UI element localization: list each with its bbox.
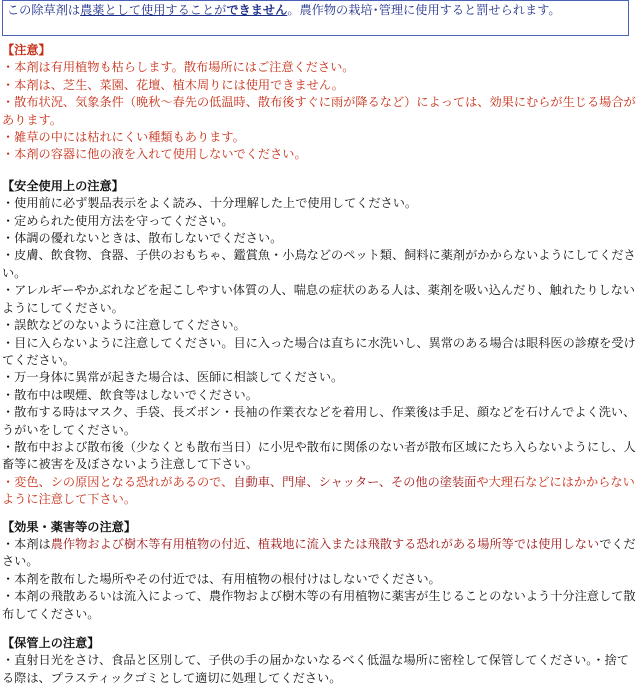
storage-heading: 【保管上の注意】	[2, 636, 100, 650]
caution-item: ・本剤の容器に他の液を入れて使用しないでください。	[2, 147, 307, 162]
safety-item: ・誤飲などのないように注意してください。	[2, 318, 246, 333]
safety-item: ・体調の優れないときは、散布しないでください。	[2, 231, 283, 246]
effect-item: ・本剤を散布した場所やその付近では、有用植物の根付けはしないでください。	[2, 571, 441, 586]
safety-item: ・アレルギーやかぶれなどを起こしやすい体質の人、喘息の症状のある人は、薬剤を吸い込んだり、触れたりしないようにしてください。	[2, 283, 635, 315]
effect-item: ・本剤の飛散あるいは流入によって、農作物および樹木等の有用植物に薬害が生じることのないよう十分注意して散布してください。	[2, 589, 636, 621]
safety-warning-item	[2, 474, 636, 509]
caution-item: ・雑草の中には枯れにくい種類もあります。	[2, 130, 245, 145]
safety-item: ・定められた使用方法を守ってください。	[2, 213, 234, 228]
safety-item: ・万一身体に異常が起きた場合は、医師に相談してください。	[2, 370, 344, 385]
caution-section	[2, 42, 636, 164]
label-content	[2, 42, 636, 693]
safety-item: ・目に入らないように注意してください。目に入った場合は直ちに水洗いし、異常のある場合は眼科医の診療を受けてください。	[2, 335, 636, 367]
caution-heading: 【注意】	[2, 43, 51, 57]
storage-section	[2, 635, 636, 687]
safety-heading: 【安全使用上の注意】	[2, 178, 124, 193]
safety-section	[2, 178, 636, 509]
caution-item: ・本剤は有用植物も枯らします。散布場所にはご注意ください。	[2, 60, 355, 75]
notice-strong: できません	[226, 3, 288, 17]
effect-section	[2, 519, 636, 623]
safety-item: ・皮膚、飲食物、食器、子供のおもちゃ、鑑賞魚・小鳥などのペット類、飼料に薬剤がかからないようにしてください。	[2, 248, 636, 280]
safety-item: ・散布する時はマスク、手袋、長ズボン・長袖の作業衣などを着用し、作業後は手足、顔などを石けんでよく洗い、うがいをしてください。	[2, 405, 636, 437]
warning-surfaces: 自動車、門扉、シャッター、その他の塗装面	[233, 474, 477, 489]
safety-item: ・使用前に必ず製品表示をよく読み、十分理解した上で使用してください。	[2, 196, 418, 211]
caution-item: ・散布状況、気象条件（晩秋～春先の低温時、散布後すぐに雨が降るなど）によっては、効果にむらが生じる場合があります。	[2, 95, 636, 127]
effect-item	[2, 536, 636, 571]
caution-item: ・本剤は、芝生、菜園、花壇、植木周りには使用できません。	[2, 77, 344, 92]
effect-item-post: でください。	[2, 536, 636, 569]
notice-box	[2, 0, 629, 36]
effect-heading: 【効果・薬害等の注意】	[2, 519, 137, 534]
safety-item: ・散布中および散布後（少なくとも散布当日）に小児や散布に関係のない者が散布区域にたち入らないようにし、人畜等に被害を及ぼさないよう注意して下さい。	[2, 439, 636, 472]
effect-item-pre: ・本剤は	[2, 536, 51, 551]
safety-item: ・散布中は喫煙、飲食等はしないでください。	[2, 387, 258, 402]
notice-prefix: この除草剤は	[7, 3, 81, 17]
warning-pre: ・変色、シの原因となる恐れがあるので、	[2, 474, 234, 489]
storage-item: ・直射日光をさけ、食品と区別して、子供の手の届かないなるべく低温な場所に密栓して保管してください。・捨てる際は、プラスティックゴミとして適切に処理してください。	[2, 653, 629, 685]
notice-emphasis: 農薬として使用することが	[80, 3, 227, 17]
warning-post: や大理石などにはかからないように注意して下さい。	[2, 474, 635, 507]
notice-suffix: 。農作物の栽培･管理に使用すると罰せられます。	[287, 3, 561, 17]
effect-item-warning: 農作物および樹木等有用植物の付近、植栽地に流入または飛散する恐れがある場所等では使用しない	[50, 536, 600, 551]
